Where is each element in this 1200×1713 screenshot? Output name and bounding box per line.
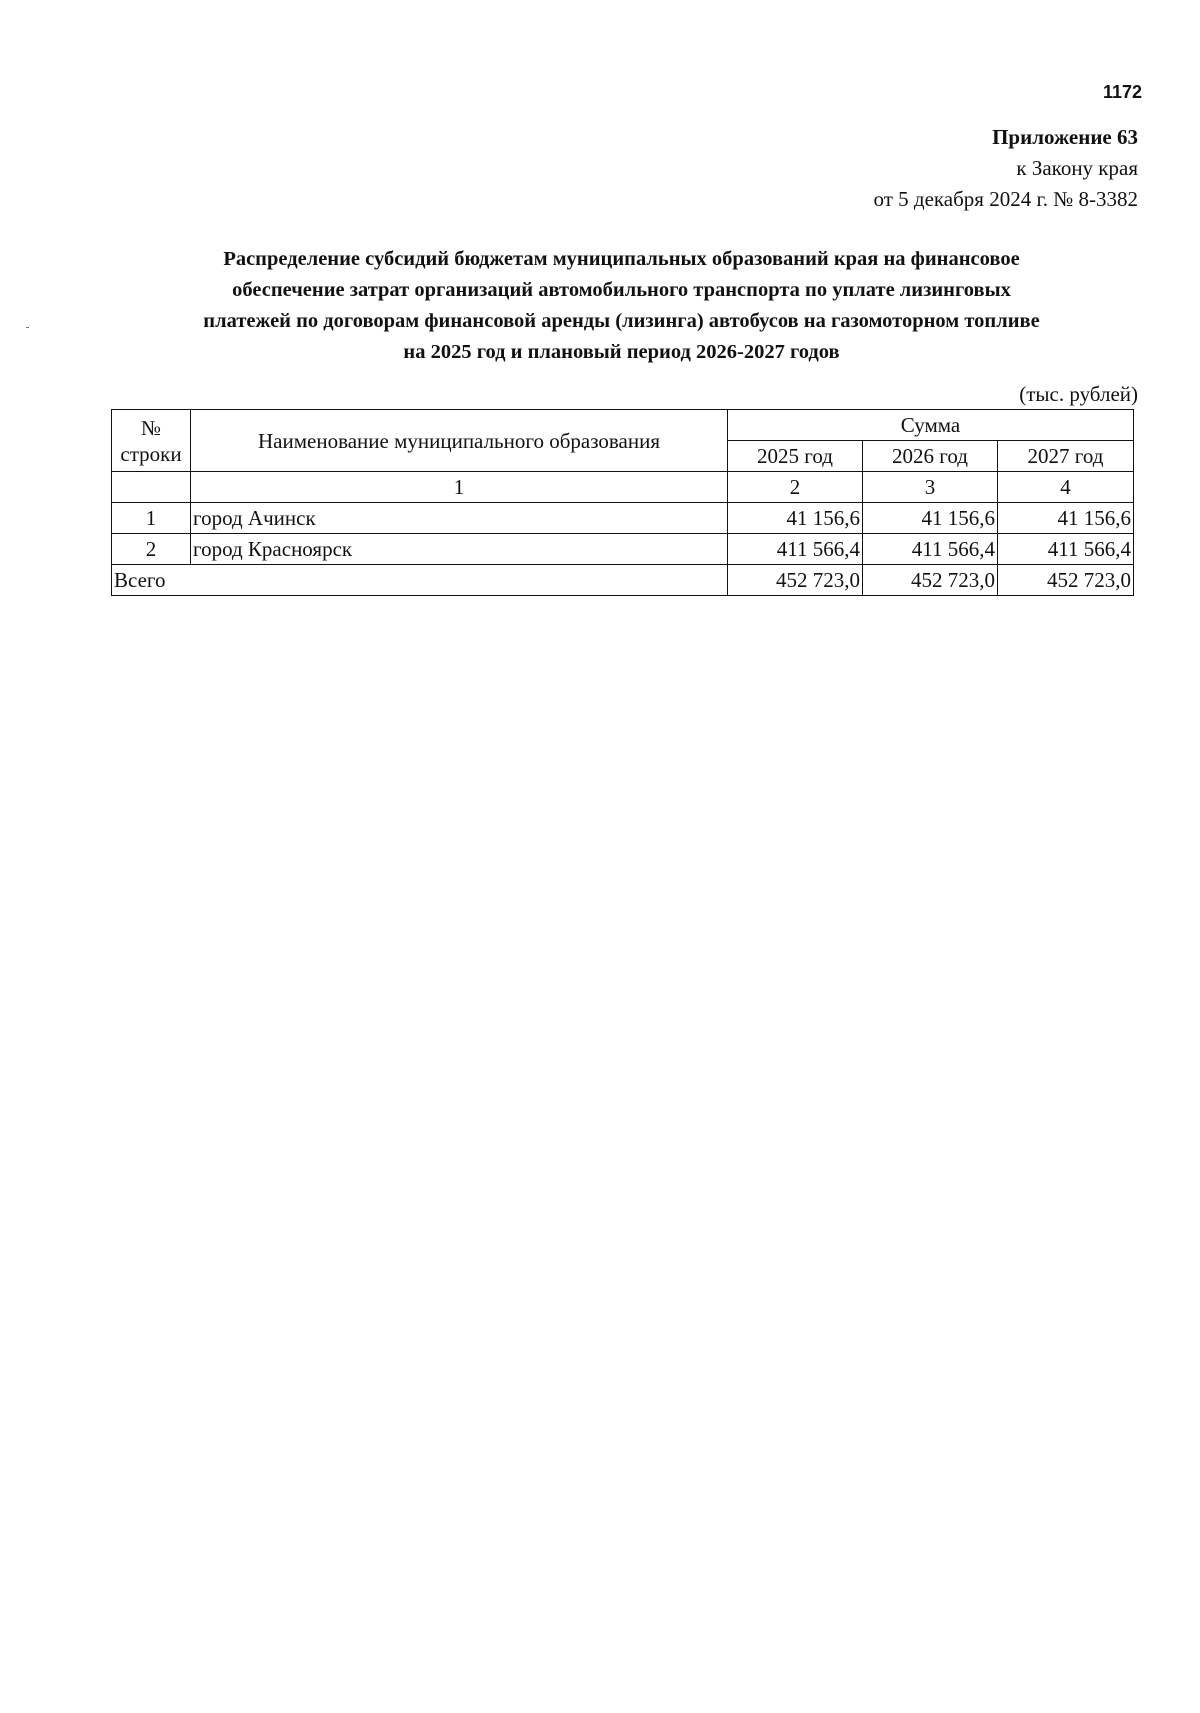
column-number: 3 bbox=[863, 472, 998, 503]
municipality-name: город Ачинск bbox=[191, 503, 728, 534]
table-header-row bbox=[112, 410, 1134, 441]
amount-2025: 411 566,4 bbox=[728, 534, 863, 565]
total-label: Всего bbox=[112, 565, 728, 596]
municipality-name: город Красноярск bbox=[191, 534, 728, 565]
amount-2026: 411 566,4 bbox=[863, 534, 998, 565]
appendix-block bbox=[874, 122, 1138, 215]
amount-2026: 41 156,6 bbox=[863, 503, 998, 534]
column-number: 4 bbox=[998, 472, 1134, 503]
title-line: Распределение субсидий бюджетам муниципальных образований края на финансовое bbox=[223, 248, 1020, 270]
header-year-2026: 2026 год bbox=[863, 441, 998, 472]
header-year-2025: 2025 год bbox=[728, 441, 863, 472]
page-number: 1172 bbox=[1102, 82, 1142, 102]
row-number: 1 bbox=[112, 503, 191, 534]
header-row-number bbox=[112, 410, 191, 472]
column-numbers-row bbox=[112, 472, 1134, 503]
amount-2025: 41 156,6 bbox=[728, 503, 863, 534]
amount-2027: 41 156,6 bbox=[998, 503, 1134, 534]
total-row bbox=[112, 565, 1134, 596]
header-row-number-word: строки bbox=[120, 441, 182, 466]
header-row-number-symbol: № bbox=[140, 415, 162, 440]
appendix-law-date: от 5 декабря 2024 г. № 8-3382 bbox=[873, 187, 1138, 211]
document-title bbox=[100, 244, 1143, 368]
table-row bbox=[112, 503, 1134, 534]
scan-speck bbox=[26, 327, 29, 328]
header-municipality-name: Наименование муниципального образования bbox=[191, 410, 728, 472]
total-2026: 452 723,0 bbox=[863, 565, 998, 596]
appendix-title: Приложение 63 bbox=[992, 125, 1138, 149]
units-label: (тыс. рублей) bbox=[1019, 382, 1138, 406]
column-number: 2 bbox=[728, 472, 863, 503]
header-year-2027: 2027 год bbox=[998, 441, 1134, 472]
subsidy-table bbox=[111, 409, 1134, 596]
amount-2027: 411 566,4 bbox=[998, 534, 1134, 565]
column-number: 1 bbox=[191, 472, 728, 503]
row-number: 2 bbox=[112, 534, 191, 565]
title-line: платежей по договорам финансовой аренды (лизинга) автобусов на газомоторном топливе bbox=[203, 310, 1040, 332]
column-number-empty bbox=[112, 472, 191, 503]
table-row bbox=[112, 534, 1134, 565]
title-line: обеспечение затрат организаций автомобильного транспорта по уплате лизинговых bbox=[232, 279, 1011, 301]
total-2027: 452 723,0 bbox=[998, 565, 1134, 596]
title-line: на 2025 год и плановый период 2026-2027 годов bbox=[403, 341, 840, 363]
header-sum: Сумма bbox=[728, 410, 1134, 441]
total-2025: 452 723,0 bbox=[728, 565, 863, 596]
appendix-law-ref: к Закону края bbox=[1016, 156, 1138, 180]
